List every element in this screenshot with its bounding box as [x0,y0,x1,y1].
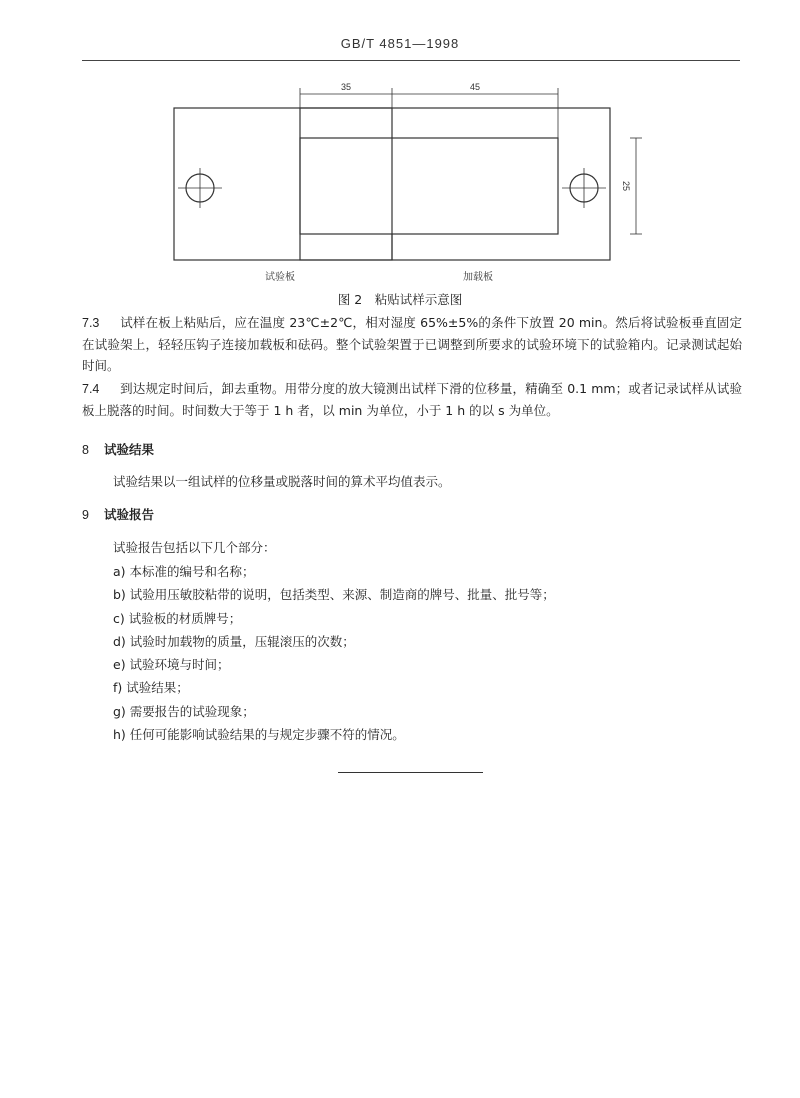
section-title: 试验报告 [104,507,155,522]
section-number: 8 [82,443,89,457]
section-8-heading [82,440,154,458]
list-item: d) 试验时加载物的质量，压辊滚压的次数； [113,633,355,649]
clause-text: 到达规定时间后，卸去重物。用带分度的放大镜测出试样下滑的位移量，精确至 0.1 mm；或者记录试样从试验板上脱落的时间。时间数大于等于 1 h 者，以 min 为单位，小于 1 h 的以 s 为单位。 [82,381,742,418]
specimen-diagram [160,80,660,285]
section-9-heading [82,505,154,523]
clause-number: 7.4 [82,382,100,396]
section-8-text: 试验结果以一组试样的位移量或脱落时间的算术平均值表示。 [113,474,451,489]
dimension-25: 25 [621,180,631,192]
end-of-document-rule [338,772,483,773]
section-9-intro: 试验报告包括以下几个部分： [113,540,276,555]
list-item: b) 试验用压敏胶粘带的说明，包括类型、来源、制造商的牌号、批量、批号等； [113,587,555,603]
paragraph-7-4 [82,378,742,421]
list-item: c) 试验板的材质牌号； [113,610,242,626]
loading-panel [300,108,610,260]
clause-text: 试样在板上粘贴后，应在温度 23℃±2℃，相对湿度 65%±5%的条件下放置 20 min。然后将试验板垂直固定在试验架上，轻轻压钩子连接加载板和砝码。整个试验架置于已调整到所要求的试验环境下的试验箱内。记录测试起始时间。 [82,315,742,373]
test-panel [174,108,392,260]
left-hole-icon [178,168,222,208]
list-item: e) 试验环境与时间； [113,657,230,673]
paragraph-7-3 [82,312,742,376]
section-number: 9 [82,508,89,522]
clause-number: 7.3 [82,316,100,330]
list-item: f) 试验结果； [113,680,189,696]
report-items-list [113,560,555,746]
loading-panel-label: 加载板 [463,272,493,283]
list-item: a) 本标准的编号和名称； [113,564,255,579]
list-item: g) 需要报告的试验现象； [113,703,255,719]
right-hole-icon [562,168,606,208]
page-header-title: GB/T 4851—1998 [340,36,460,51]
list-item: h) 任何可能影响试验结果的与规定步骤不符的情况。 [113,727,405,743]
section-title: 试验结果 [104,442,155,457]
test-panel-label: 试验板 [265,272,295,283]
specimen-figure [160,80,660,285]
dimension-45: 45 [469,82,481,92]
tape-overlap [300,138,558,234]
figure-caption: 图 2 粘贴试样示意图 [337,292,463,307]
header-divider [82,60,740,61]
dimension-35: 35 [340,82,352,92]
